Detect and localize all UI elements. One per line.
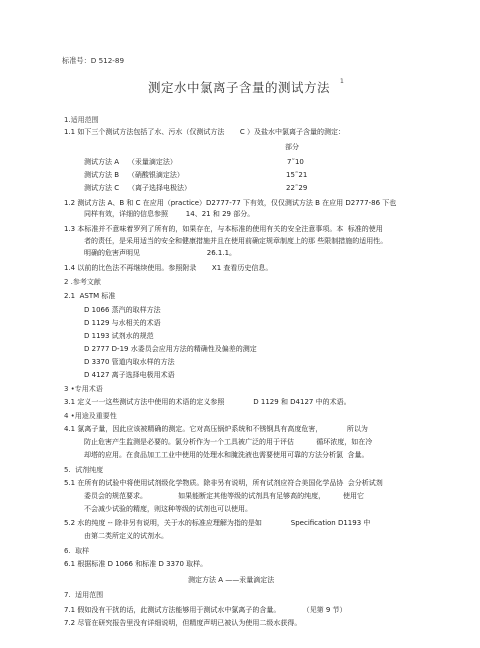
- method-c-name: 测试方法 C （离子选择电极法）: [84, 184, 192, 192]
- section-1-4: 1.4 以前的比色法不再继续使用。参照附录 X1 查看历史信息。: [64, 264, 273, 272]
- method-b-range: 15˜21: [286, 171, 308, 179]
- section-5-1-line-2: 委员会的规范要求。 如果能断定其他等级的试剂具有足够高的纯度， 使用它: [84, 492, 364, 500]
- section-5-2-line-1: 5.2 水的纯度 -- 除非另有说明，关于水的标准应理解为指的是如 Specification D1193 中: [64, 519, 371, 527]
- section-3-title: 3 •专用术语: [64, 385, 103, 393]
- section-1-title: 1.适用范围: [64, 116, 99, 124]
- section-1-2-line-1: 1.2 测试方法 A、B 和 C 在应用（practice）D2777-77 下有效，仅仅测试方法 B 在应用 D2777-86 下也: [64, 199, 397, 207]
- method-a-name: 测试方法 A （汞量滴定法）: [84, 158, 177, 166]
- method-a-range: 7˜10: [287, 158, 304, 166]
- reference-item: D 1066 蒸汽的取样方法: [84, 306, 161, 314]
- section-5-title: 5. 试剂纯度: [64, 466, 104, 474]
- section-1-3-line-3: 明确的危害声明见 26.1.1。: [84, 249, 237, 257]
- section-4-1-line-1: 4.1 氯离子量，因此应该被精确的测定。它对高压锅炉系统和不锈钢具有高度危害， 所以为: [64, 425, 368, 433]
- section-4-title: 4 •用途及重要性: [64, 412, 117, 420]
- section-3-1: 3.1 定义一一这些测试方法中使用的术语的定义参照 D 1129 和 D4127 中的术语。: [64, 398, 351, 406]
- reference-item: D 4127 离子选择电极用术语: [84, 371, 175, 379]
- section-2-1: 2.1 ASTM 标准: [64, 292, 116, 300]
- section-5-1-line-1: 5.1 在所有的试验中将使用试剂级化学物质。除非另有说明，所有试剂应符合美国化学品协 会分析试剂: [64, 479, 383, 487]
- section-1-2-line-2: 同样有效，详细的信息参照 14、21 和 29 部分。: [84, 210, 255, 218]
- section-7-title: 7. 适用范围: [64, 591, 104, 599]
- section-7-2: 7.2 尽管在研究报告里没有详细说明，但精度声明已被认为使用二级水获得。: [64, 619, 302, 627]
- section-7-1: 7.1 假如没有干扰的话，此测试方法能够用于测试水中氯离子的含量。 （见第 9 节）: [64, 606, 347, 614]
- section-6-title: 6. 取样: [64, 547, 90, 555]
- section-2-title: 2 .参考文献: [64, 278, 101, 286]
- reference-item: D 1129 与水相关的术语: [84, 319, 161, 327]
- section-1-3-line-2: 者的责任，是采用适当的安全和健康措施并且在使用前确定规章制度上的那 些限制措施的适用性。: [84, 237, 388, 245]
- method-c-range: 22˜29: [286, 184, 308, 192]
- section-1-1: 1.1 如下三个测试方法包括了水、污水（仅测试方法 C ）及盐水中氯离子含量的测定：: [64, 128, 346, 136]
- standard-number: 标准号：D 512-89: [62, 56, 125, 65]
- method-a-heading: 测定方法 A ——汞量滴定法: [188, 576, 275, 584]
- section-6-1: 6.1 根据标准 D 1066 和标准 D 3370 取样。: [64, 560, 208, 568]
- reference-item: D 1193 试剂水的规范: [84, 332, 154, 340]
- section-5-2-line-2: 由第二类所定义的试剂水。: [84, 532, 168, 540]
- section-4-1-line-2: 防止危害产生监测是必要的。氯分析作为一个工具被广泛的用于评估 循环浓度，如在冷: [84, 438, 373, 446]
- reference-item: D 2777 D-19 水委员会应用方法的精确性及偏差的测定: [84, 345, 257, 353]
- parts-column-header: 部分: [285, 143, 299, 151]
- section-4-1-line-3: 却塔的应用。在食品加工工业中使用的处理水和腌洗液也需要使用可靠的方法分析氯 含量。: [84, 451, 369, 459]
- document-title: 测定水中氯离子含量的测试方法: [148, 80, 331, 95]
- method-b-name: 测试方法 B （硝酸银滴定法）: [84, 171, 184, 179]
- reference-item: D 3370 管道内取水样的方法: [84, 358, 175, 366]
- title-footnote-marker: 1: [340, 78, 344, 85]
- section-5-1-line-3: 不会减少试验的精度，则这种等级的试剂也可以使用。: [84, 505, 252, 513]
- section-1-3-line-1: 1.3 本标准并不意味着罗列了所有的，如果存在，与本标准的使用有关的安全注意事项。本 标准的使用: [64, 225, 383, 233]
